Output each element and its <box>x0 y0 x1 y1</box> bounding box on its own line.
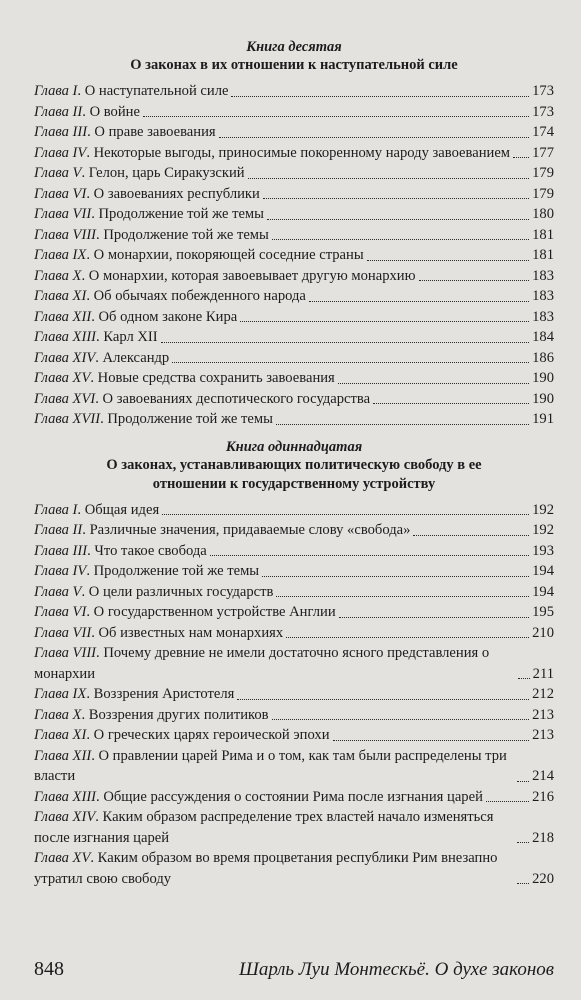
toc-entry <box>34 122 554 143</box>
entry-text: Глава IV. Продолжение той же темы <box>34 563 260 579</box>
chapter-title: Новые средства сохранить завоевания <box>97 370 335 386</box>
dot-leader <box>161 342 529 343</box>
entry-text: Глава IX. Воззрения Аристотеля <box>34 686 235 702</box>
toc-entry <box>34 102 554 123</box>
page-ref: 180 <box>532 206 554 222</box>
chapter-label: Глава IX <box>34 686 87 702</box>
toc-entry <box>34 602 554 623</box>
chapter-title: Различные значения, придаваемые слову «свобода» <box>89 522 411 538</box>
dot-leader <box>263 198 529 199</box>
entry-text: Глава VI. О государственном устройстве Англии <box>34 604 336 620</box>
chapter-label: Глава XIII <box>34 788 97 805</box>
dot-leader <box>517 781 529 782</box>
chapter-title: Каким образом во время процветания республики Рим внезапно утратил свою свободу <box>34 850 498 887</box>
chapter-label: Глава IX <box>34 247 87 263</box>
entry-text: Глава X. Воззрения других политиков <box>34 706 269 723</box>
chapter-title: Продолжение той же темы <box>98 206 264 222</box>
chapter-title: О греческих царях героической эпохи <box>93 727 330 743</box>
page-ref: 191 <box>532 411 554 427</box>
toc-entry <box>34 245 554 266</box>
toc-entry <box>34 266 554 287</box>
chapter-label: Глава XII <box>34 308 92 325</box>
chapter-title: Каким образом распределение трех властей начало изменяться после изгнания царей <box>34 809 494 846</box>
page-ref: 183 <box>532 288 554 304</box>
page-ref: 184 <box>532 329 554 345</box>
chapter-list <box>34 81 554 430</box>
page-ref: 181 <box>532 247 554 263</box>
toc-entry <box>34 684 554 705</box>
chapter-title: Почему древние не имели достаточно ясного представления о монархии <box>34 645 490 682</box>
dot-leader <box>413 535 529 536</box>
entry-text: Глава VII. Об известных нам монархиях <box>34 624 284 641</box>
page-ref: 173 <box>532 83 554 99</box>
page-ref: 192 <box>532 501 554 518</box>
dot-leader <box>517 883 529 884</box>
page-ref: 183 <box>532 308 554 325</box>
toc-entry <box>34 807 554 848</box>
entry-text: Глава I. О наступательной силе <box>34 83 229 99</box>
entry-text: Глава III. О праве завоевания <box>34 124 216 140</box>
dot-leader <box>276 596 529 597</box>
table-of-contents <box>34 38 554 889</box>
dot-leader <box>367 260 529 261</box>
page-ref: 195 <box>532 604 554 620</box>
chapter-label: Глава X <box>34 706 82 723</box>
page-ref: 190 <box>532 390 554 407</box>
entry-text: Глава XIII. Карл XII <box>34 329 158 345</box>
dot-leader <box>231 96 529 97</box>
page-ref: 216 <box>532 788 554 805</box>
chapter-label: Глава VI <box>34 604 87 620</box>
toc-entry <box>34 204 554 225</box>
toc-entry <box>34 389 554 410</box>
chapter-title: Карл XII <box>103 329 158 345</box>
page-ref: 174 <box>532 124 554 140</box>
dot-leader <box>419 280 530 281</box>
entry-text: Глава VII. Продолжение той же темы <box>34 206 264 222</box>
entry-text: Глава II. Различные значения, придаваемые слову «свобода» <box>34 522 411 538</box>
toc-entry <box>34 225 554 246</box>
chapter-label: Глава X <box>34 267 82 284</box>
chapter-label: Глава XII <box>34 747 92 764</box>
dot-leader <box>338 383 529 384</box>
toc-entry <box>34 409 554 430</box>
toc-entry <box>34 143 554 164</box>
page-ref: 213 <box>532 706 554 723</box>
chapter-title: О монархии, покоряющей соседние страны <box>93 247 364 263</box>
toc-entry <box>34 725 554 746</box>
chapter-title: О завоеваниях республики <box>93 185 260 202</box>
chapter-label: Глава XVI <box>34 390 96 407</box>
book-subtitle: О законах в их отношении к наступательной силе <box>130 57 458 73</box>
dot-leader <box>513 157 529 158</box>
dot-leader <box>267 219 529 220</box>
page-ref: 218 <box>532 829 554 846</box>
chapter-label: Глава II <box>34 522 83 538</box>
entry-text: Глава V. Гелон, царь Сиракузский <box>34 165 245 181</box>
chapter-label: Глава XVII <box>34 411 101 427</box>
chapter-title: О завоеваниях деспотического государства <box>102 390 371 407</box>
dot-leader <box>333 740 530 741</box>
chapter-title: Некоторые выгоды, приносимые покоренному народу завоеванием <box>93 144 511 161</box>
chapter-label: Глава XIV <box>34 809 96 825</box>
chapter-list <box>34 500 554 890</box>
chapter-title: Продолжение той же темы <box>93 563 260 579</box>
entry-text: Глава XV. Новые средства сохранить завоевания <box>34 370 335 386</box>
page-ref: 214 <box>532 768 554 784</box>
entry-text: Глава XIII. Общие рассуждения о состоянии Рима после изгнания царей <box>34 788 483 805</box>
entry-text: Глава XV. Каким образом во время процветания республики Рим внезапно утратил свою свободу <box>34 850 498 887</box>
toc-entry <box>34 163 554 184</box>
chapter-title: Об одном законе Кира <box>98 308 238 325</box>
entry-text: Глава XI. О греческих царях героической эпохи <box>34 727 330 743</box>
toc-entry <box>34 541 554 562</box>
page-ref: 192 <box>532 522 554 538</box>
chapter-label: Глава XV <box>34 850 91 866</box>
chapter-title: Что такое свобода <box>94 542 207 559</box>
chapter-title: О государственном устройстве Англии <box>93 604 336 620</box>
entry-text: Глава IX. О монархии, покоряющей соседние страны <box>34 247 364 263</box>
chapter-label: Глава XIV <box>34 349 96 366</box>
entry-text: Глава XVII. Продолжение той же темы <box>34 411 273 427</box>
entry-text: Глава VIII. Продолжение той же темы <box>34 226 269 243</box>
dot-leader <box>272 239 529 240</box>
toc-entry <box>34 561 554 582</box>
dot-leader <box>219 137 529 138</box>
page-ref: 173 <box>532 103 554 120</box>
chapter-title: Александр <box>102 349 170 366</box>
chapter-label: Глава VIII <box>34 645 97 661</box>
chapter-label: Глава XI <box>34 288 87 304</box>
chapter-label: Глава I <box>34 83 78 99</box>
dot-leader <box>172 362 529 363</box>
page-ref: 190 <box>532 370 554 386</box>
page-ref: 179 <box>532 185 554 202</box>
page-ref: 212 <box>532 686 554 702</box>
toc-entry <box>34 81 554 102</box>
entry-text: Глава IV. Некоторые выгоды, приносимые покоренному народу завоеванием <box>34 144 511 161</box>
toc-entry <box>34 286 554 307</box>
entry-text: Глава VIII. Почему древние не имели достаточно ясного представления о монархии <box>34 645 490 682</box>
toc-entry <box>34 307 554 328</box>
toc-entry <box>34 582 554 603</box>
chapter-label: Глава III <box>34 542 88 559</box>
dot-leader <box>339 617 529 618</box>
page-ref: 186 <box>532 349 554 366</box>
chapter-title: О правлении царей Рима и о том, как там были распределены три власти <box>34 747 507 784</box>
dot-leader <box>286 637 529 638</box>
chapter-title: Общая идея <box>84 501 160 518</box>
page-ref: 177 <box>532 144 554 161</box>
dot-leader <box>486 801 529 802</box>
book-title: Книга десятая <box>246 39 342 55</box>
page-ref: 183 <box>532 267 554 284</box>
toc-entry <box>34 643 554 684</box>
chapter-label: Глава VI <box>34 185 87 202</box>
chapter-label: Глава VIII <box>34 226 97 243</box>
dot-leader <box>237 699 529 700</box>
dot-leader <box>162 514 529 515</box>
toc-entry <box>34 787 554 808</box>
book-title: Книга одиннадцатая <box>225 438 363 455</box>
chapter-title: Продолжение той же темы <box>103 226 269 243</box>
chapter-title: О цели различных государств <box>88 583 274 600</box>
dot-leader <box>143 116 529 117</box>
chapter-title: О наступательной силе <box>84 83 229 99</box>
entry-text: Глава XII. Об одном законе Кира <box>34 308 238 325</box>
dot-leader <box>240 321 529 322</box>
toc-entry <box>34 746 554 787</box>
chapter-label: Глава XI <box>34 727 87 743</box>
chapter-title: О монархии, которая завоевывает другую монархию <box>88 267 416 284</box>
chapter-title: Об известных нам монархиях <box>98 624 284 641</box>
chapter-label: Глава VII <box>34 206 92 222</box>
dot-leader <box>210 555 529 556</box>
entry-text: Глава XVI. О завоеваниях деспотического государства <box>34 390 371 407</box>
entry-text: Глава I. Общая идея <box>34 501 160 518</box>
toc-entry <box>34 348 554 369</box>
running-title: Шарль Луи Монтескьё. О духе законов <box>239 959 554 980</box>
dot-leader <box>517 842 529 843</box>
page-ref: 194 <box>532 583 554 600</box>
chapter-label: Глава XV <box>34 370 91 386</box>
dot-leader <box>262 576 529 577</box>
toc-entry <box>34 184 554 205</box>
toc-entry <box>34 520 554 541</box>
toc-entry <box>34 500 554 521</box>
entry-text: Глава II. О войне <box>34 103 140 120</box>
page-ref: 213 <box>532 727 554 743</box>
chapter-label: Глава V <box>34 165 82 181</box>
chapter-label: Глава IV <box>34 144 87 161</box>
chapter-label: Глава II <box>34 103 83 120</box>
toc-entry <box>34 327 554 348</box>
toc-entry <box>34 623 554 644</box>
page-ref: 211 <box>532 665 554 682</box>
page-ref: 220 <box>532 870 554 887</box>
chapter-title: О войне <box>89 103 140 120</box>
chapter-title: Об обычаях побежденного народа <box>93 288 306 304</box>
dot-leader <box>276 424 529 425</box>
dot-leader <box>309 301 529 302</box>
entry-text: Глава XI. Об обычаях побежденного народа <box>34 288 306 304</box>
dot-leader <box>248 178 530 179</box>
entry-text: Глава III. Что такое свобода <box>34 542 207 559</box>
chapter-title: О праве завоевания <box>94 124 216 140</box>
chapter-title: Гелон, царь Сиракузский <box>88 165 245 181</box>
chapter-title: Общие рассуждения о состоянии Рима после изгнания царей <box>103 788 483 805</box>
entry-text: Глава XIV. Александр <box>34 349 170 366</box>
chapter-label: Глава III <box>34 124 88 140</box>
entry-text: Глава VI. О завоеваниях республики <box>34 185 260 202</box>
toc-entry <box>34 705 554 726</box>
toc-entry <box>34 368 554 389</box>
entry-text: Глава XII. О правлении царей Рима и о том, как там были распределены три власти <box>34 747 507 784</box>
chapter-label: Глава I <box>34 501 78 518</box>
dot-leader <box>518 678 530 679</box>
chapter-label: Глава VII <box>34 624 92 641</box>
entry-text: Глава XIV. Каким образом распределение трех властей начало изменяться после изгнания царей <box>34 809 494 846</box>
chapter-title: Воззрения Аристотеля <box>93 686 235 702</box>
chapter-label: Глава XIII <box>34 329 97 345</box>
page-ref: 194 <box>532 563 554 579</box>
page-ref: 210 <box>532 624 554 641</box>
chapter-title: Воззрения других политиков <box>88 706 269 723</box>
entry-text: Глава X. О монархии, которая завоевывает другую монархию <box>34 267 416 284</box>
page-ref: 179 <box>532 165 554 181</box>
chapter-title: Продолжение той же темы <box>107 411 273 427</box>
page-footer <box>34 958 554 981</box>
chapter-label: Глава V <box>34 583 82 600</box>
dot-leader <box>272 719 530 720</box>
book-subtitle: О законах, устанавливающих политическую свободу в ее отношении к государственному устройству <box>106 456 482 492</box>
entry-text: Глава V. О цели различных государств <box>34 583 274 600</box>
toc-entry <box>34 848 554 889</box>
chapter-label: Глава IV <box>34 563 87 579</box>
page-ref: 181 <box>532 226 554 243</box>
dot-leader <box>373 403 529 404</box>
page-number: 848 <box>34 958 64 980</box>
page-ref: 193 <box>532 542 554 559</box>
